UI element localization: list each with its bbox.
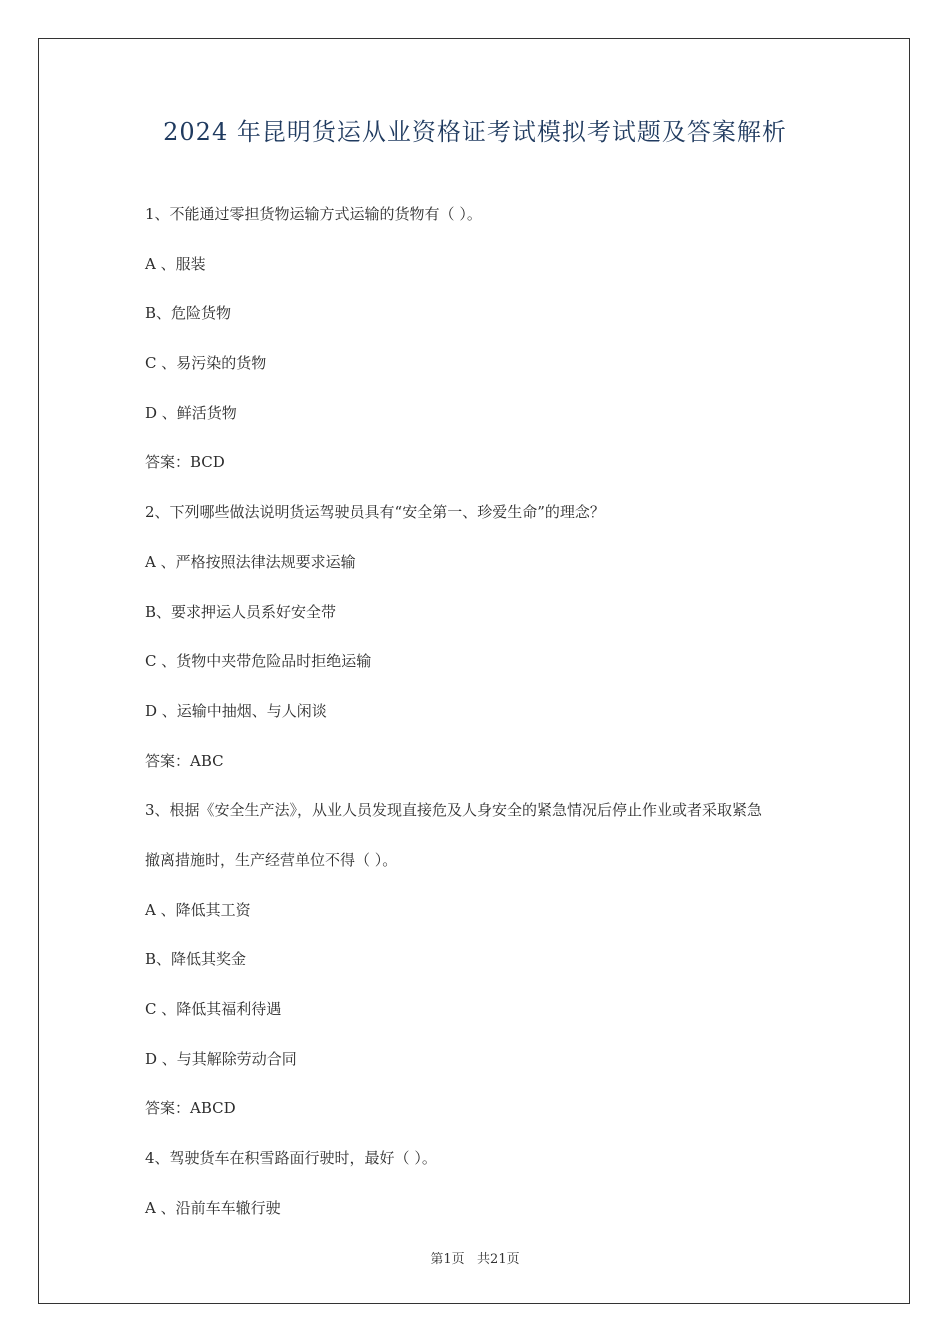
question-3-option-d: D 、与其解除劳动合同 [145, 1049, 297, 1068]
question-1-text: 1、不能通过零担货物运输方式运输的货物有（ ）。 [145, 205, 482, 223]
question-4-text: 4、驾驶货车在积雪路面行驶时，最好（ ）。 [145, 1149, 437, 1168]
question-4-option-a: A 、沿前车车辙行驶 [145, 1198, 281, 1217]
question-3-option-a: A 、降低其工资 [145, 900, 251, 919]
question-1-option-d: D 、鲜活货物 [145, 403, 237, 422]
question-2-option-d: D 、运输中抽烟、与人闲谈 [145, 701, 327, 720]
question-1-option-b: B、危险货物 [145, 304, 232, 323]
question-3-text-line-2: 撤离措施时，生产经营单位不得（ ）。 [145, 850, 398, 869]
page-number-footer: 第1页 共21页 [430, 1252, 520, 1267]
question-3-text-line-1: 3、根据《安全生产法》，从业人员发现直接危及人身安全的紧急情况后停止作业或者采取紧急 [145, 801, 763, 820]
question-1-answer: 答案：BCD [145, 453, 225, 472]
question-3-option-c: C 、降低其福利待遇 [145, 1000, 282, 1018]
question-2-text: 2、下列哪些做法说明货运驾驶员具有“安全第一、珍爱生命”的理念？ [145, 503, 605, 522]
question-content [145, 200, 825, 1243]
question-2-answer: 答案：ABC [145, 751, 224, 770]
question-3-option-b: B、降低其奖金 [145, 950, 247, 969]
question-3-answer: 答案：ABCD [145, 1099, 236, 1118]
question-1-option-c: C 、易污染的货物 [145, 354, 267, 373]
question-2-option-b: B、要求押运人员系好安全带 [145, 602, 337, 621]
question-2-option-a: A 、严格按照法律法规要求运输 [145, 552, 356, 571]
question-2-option-c: C 、货物中夹带危险品时拒绝运输 [145, 652, 372, 671]
document-title: 2024 年昆明货运从业资格证考试模拟考试题及答案解析 [163, 118, 787, 146]
question-1-option-a: A 、服装 [145, 254, 206, 273]
